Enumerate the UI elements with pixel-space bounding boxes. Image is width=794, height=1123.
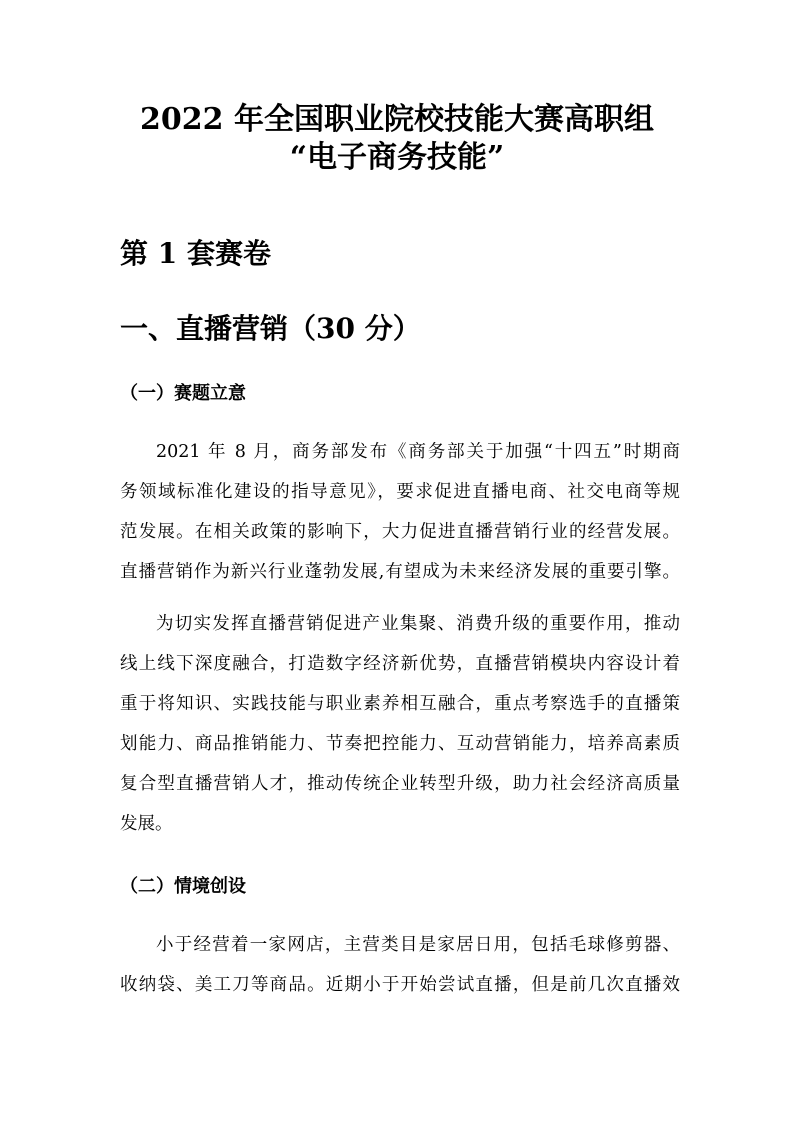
subsection-1-heading: （一）赛题立意 <box>120 383 246 404</box>
paragraph-1 <box>120 432 680 592</box>
section-1-heading: 一、直播营销（30 分） <box>120 312 421 345</box>
subsection-2-heading: （二）情境创设 <box>120 876 246 897</box>
paragraph-3-line: 小于经营着一家网店，主营类目是家居日用，包括毛球修剪器、 <box>156 935 680 955</box>
paragraph-1-line: 2021 年 8 月，商务部发布《商务部关于加强“十四五”时期商 <box>156 442 680 462</box>
paragraph-2-line: 为切实发挥直播营销促进产业集聚、消费升级的重要作用，推动 <box>156 614 680 634</box>
paragraph-2-line: 划能力、商品推销能力、节奏把控能力、互动营销能力，培养高素质 <box>120 734 680 754</box>
paragraph-2-line: 复合型直播营销人才，推动传统企业转型升级，助力社会经济高质量 <box>120 774 680 794</box>
paragraph-2-line: 重于将知识、实践技能与职业素养相互融合，重点考察选手的直播策 <box>120 694 680 714</box>
paragraph-3 <box>120 925 680 1005</box>
paragraph-2-line: 发展。 <box>120 814 173 834</box>
paragraph-2-line: 线上线下深度融合，打造数字经济新优势，直播营销模块内容设计着 <box>120 654 680 674</box>
paragraph-2 <box>120 604 680 844</box>
paragraph-3-line: 收纳袋、美工刀等商品。近期小于开始尝试直播，但是前几次直播效 <box>120 975 680 995</box>
paragraph-1-line: 直播营销作为新兴行业蓬勃发展,有望成为未来经济发展的重要引擎。 <box>120 562 680 582</box>
paragraph-1-line: 范发展。在相关政策的影响下，大力促进直播营销行业的经营发展。 <box>120 522 680 542</box>
paragraph-1-line: 务领域标准化建设的指导意见》，要求促进直播电商、社交电商等规 <box>120 482 680 502</box>
title-line-1: 2022 年全国职业院校技能大赛高职组 <box>140 102 654 137</box>
set-heading: 第 1 套赛卷 <box>120 237 271 270</box>
title-line-2: “电子商务技能” <box>289 140 505 175</box>
